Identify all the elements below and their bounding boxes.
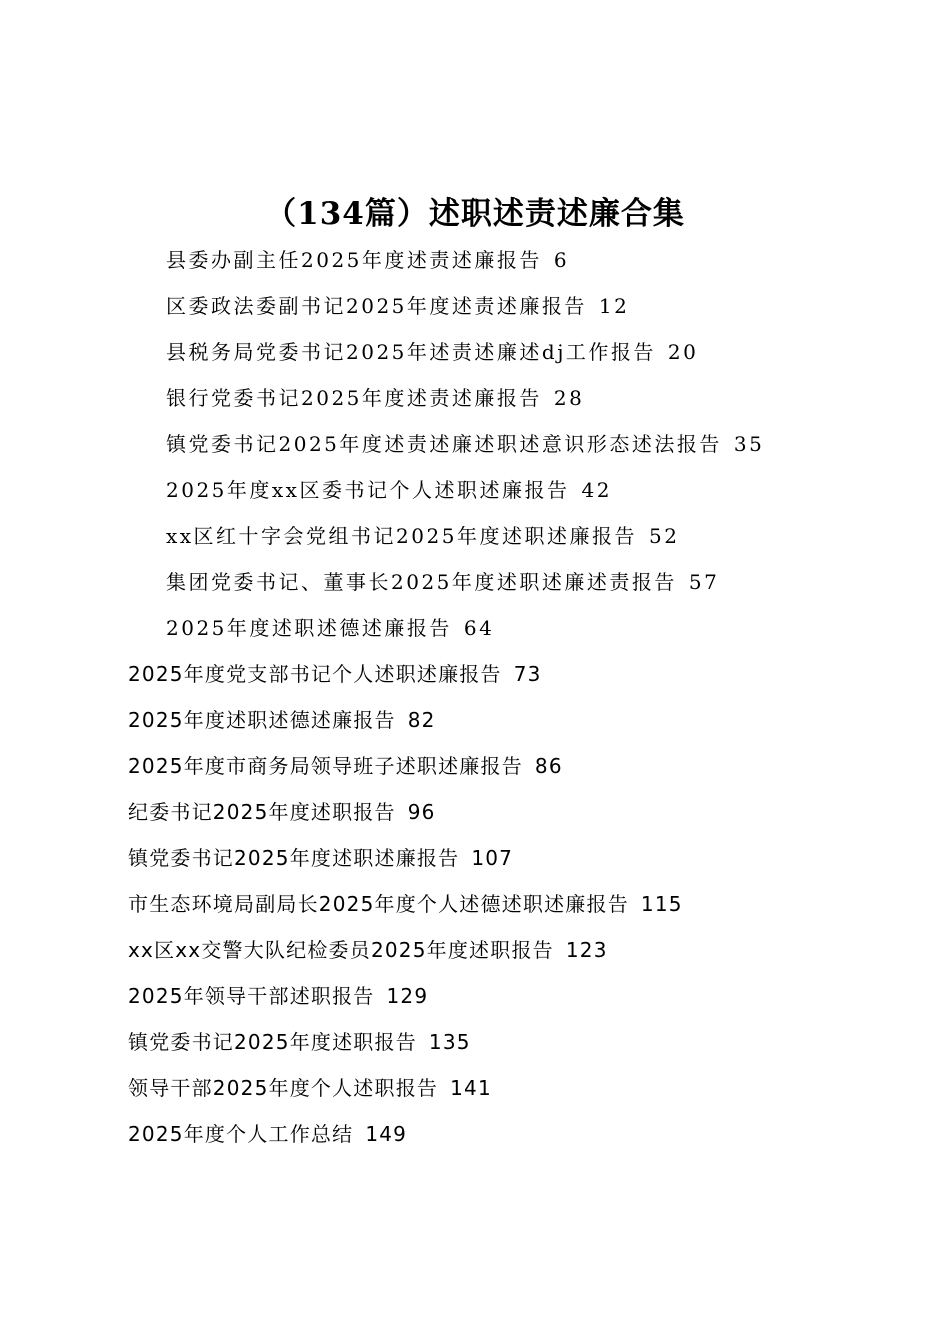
toc-entry-page: 64 — [463, 616, 495, 640]
toc-entry-page: 149 — [365, 1122, 408, 1146]
toc-entry[interactable] — [0, 283, 950, 329]
toc-entry-page: 35 — [733, 432, 765, 456]
toc-entry-title: 市生态环境局副局长2025年度个人述德述职述廉报告 — [128, 892, 629, 916]
toc-entry-page: 123 — [565, 938, 608, 962]
toc-entry-page: 20 — [667, 340, 699, 364]
toc-entry[interactable] — [0, 973, 950, 1019]
toc-entry-page: 57 — [688, 570, 720, 594]
toc-entry-page: 28 — [553, 386, 585, 410]
toc-entry[interactable] — [0, 1111, 950, 1157]
table-of-contents — [0, 237, 950, 1157]
toc-entry-title: 2025年度xx区委书记个人述职述廉报告 — [166, 478, 570, 502]
toc-entry-title: 集团党委书记、董事长2025年度述职述廉述责报告 — [166, 570, 677, 594]
toc-entry-title: 银行党委书记2025年度述责述廉报告 — [166, 386, 542, 410]
toc-entry-page: 6 — [553, 248, 570, 272]
toc-entry-page: 12 — [598, 294, 630, 318]
toc-entry[interactable] — [0, 651, 950, 697]
toc-entry-page: 115 — [640, 892, 683, 916]
toc-entry-title: 2025年度述职述德述廉报告 — [128, 708, 396, 732]
toc-entry[interactable] — [0, 697, 950, 743]
toc-entry-title: xx区红十字会党组书记2025年度述职述廉报告 — [166, 524, 637, 548]
toc-entry-title: 县委办副主任2025年度述责述廉报告 — [166, 248, 542, 272]
toc-entry-title: 纪委书记2025年度述职报告 — [128, 800, 396, 824]
toc-entry-page: 42 — [581, 478, 612, 502]
toc-entry[interactable] — [0, 559, 950, 605]
toc-entry[interactable] — [0, 743, 950, 789]
toc-entry-title: 镇党委书记2025年度述职述廉报告 — [128, 846, 460, 870]
toc-entry[interactable] — [0, 835, 950, 881]
toc-entry-page: 86 — [534, 754, 563, 778]
toc-entry[interactable] — [0, 1065, 950, 1111]
toc-entry-page: 96 — [407, 800, 436, 824]
toc-entry-page: 107 — [471, 846, 514, 870]
toc-entry[interactable] — [0, 467, 950, 513]
toc-entry[interactable] — [0, 329, 950, 375]
toc-entry-page: 135 — [428, 1030, 471, 1054]
toc-entry-page: 129 — [386, 984, 429, 1008]
toc-entry-title: 2025年度述职述德述廉报告 — [166, 616, 452, 640]
toc-entry-title: 县税务局党委书记2025年述责述廉述dj工作报告 — [166, 340, 656, 364]
toc-entry[interactable] — [0, 881, 950, 927]
toc-entry[interactable] — [0, 1019, 950, 1065]
toc-entry-title: 2025年领导干部述职报告 — [128, 984, 375, 1008]
toc-entry[interactable] — [0, 789, 950, 835]
toc-entry-title: 镇党委书记2025年度述职报告 — [128, 1030, 417, 1054]
toc-entry-title: 领导干部2025年度个人述职报告 — [128, 1076, 439, 1100]
toc-entry-title: xx区xx交警大队纪检委员2025年度述职报告 — [128, 938, 554, 962]
toc-entry[interactable] — [0, 375, 950, 421]
toc-entry-page: 141 — [450, 1076, 492, 1100]
toc-entry[interactable] — [0, 421, 950, 467]
toc-entry-title: 镇党委书记2025年度述责述廉述职述意识形态述法报告 — [166, 432, 722, 456]
toc-entry-page: 82 — [407, 708, 436, 732]
toc-entry[interactable] — [0, 927, 950, 973]
toc-entry[interactable] — [0, 605, 950, 651]
toc-entry-page: 52 — [648, 524, 680, 548]
toc-entry-title: 2025年度党支部书记个人述职述廉报告 — [128, 662, 502, 686]
toc-entry-title: 区委政法委副书记2025年度述责述廉报告 — [166, 294, 587, 318]
toc-entry-title: 2025年度个人工作总结 — [128, 1122, 354, 1146]
document-title: （134篇）述职述责述廉合集 — [265, 195, 685, 232]
toc-entry-title: 2025年度市商务局领导班子述职述廉报告 — [128, 754, 523, 778]
toc-entry[interactable] — [0, 513, 950, 559]
toc-entry-page: 73 — [513, 662, 542, 686]
toc-entry[interactable] — [0, 237, 950, 283]
